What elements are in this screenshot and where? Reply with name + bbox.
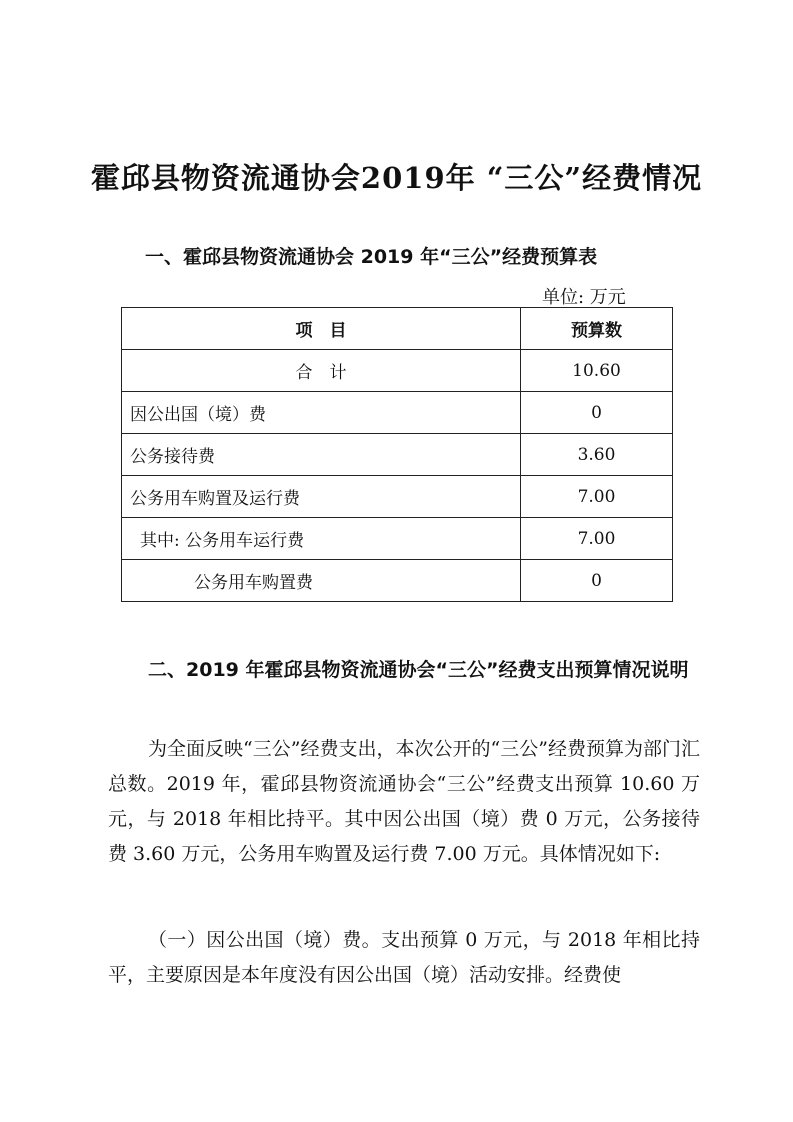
header-item: 项 目 [122,308,521,350]
row-value: 0 [521,392,673,434]
row-item: 合 计 [122,350,521,392]
table-header-row [122,308,673,350]
table-row [122,560,673,602]
paragraph-1: 为全面反映“三公”经费支出，本次公开的“三公”经费预算为部门汇总数。2019 年，霍邱县物资流通协会“三公”经费支出预算 10.60 万元，与 2018 年相比持平。其中因公出国（境）费 0 万元，公务接待费 3.60 万元，公务用车购置及运行费 7.00 万元。具体情况如下: [108,738,700,865]
row-item: 因公出国（境）费 [122,392,521,434]
row-value: 0 [521,560,673,602]
table-row [122,350,673,392]
row-value: 7.00 [521,476,673,518]
section1-heading: 一、霍邱县物资流通协会 2019 年“三公”经费预算表 [145,246,598,268]
row-value: 7.00 [521,518,673,560]
row-item: 公务用车购置费 [122,560,521,602]
row-item: 公务用车购置及运行费 [122,476,521,518]
row-item: 公务接待费 [122,434,521,476]
row-value: 3.60 [521,434,673,476]
paragraph-2: （一）因公出国（境）费。支出预算 0 万元，与 2018 年相比持平，主要原因是本年度没有因公出国（境）活动安排。经费使 [108,929,700,986]
table-row [122,434,673,476]
table-row [122,518,673,560]
unit-label: 单位: 万元 [542,287,626,308]
row-item: 其中: 公务用车运行费 [122,518,521,560]
document-title: 霍邱县物资流通协会2019年 “三公”经费情况 [90,161,703,195]
table-row [122,392,673,434]
header-value: 预算数 [521,308,673,350]
budget-table [121,307,673,602]
section2-heading: 二、2019 年霍邱县物资流通协会“三公”经费支出预算情况说明 [148,659,689,681]
row-value: 10.60 [521,350,673,392]
table-row [122,476,673,518]
